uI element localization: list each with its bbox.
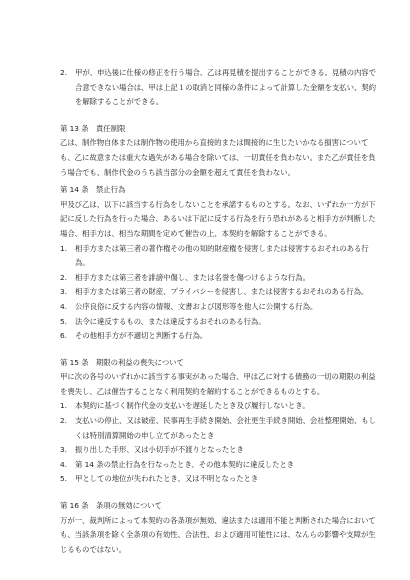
item-text: 相手方または第三者の著作権その他の知的財産権を侵害しまたは侵害するおそれのある行為。 xyxy=(75,243,369,268)
article-14 xyxy=(60,183,378,344)
list-item xyxy=(60,300,378,315)
document-body xyxy=(60,66,378,557)
list-item xyxy=(60,443,378,458)
item-number: 3. xyxy=(60,445,67,455)
item-text: 法令に違反するもの、または違反するおそれのある行為。 xyxy=(75,316,266,326)
clause-item xyxy=(60,66,378,110)
list-item xyxy=(60,399,378,414)
item-text: 本契約に基づく制作代金の支払いを遅延したとき及び履行しないとき。 xyxy=(75,401,310,411)
list-item xyxy=(60,315,378,330)
article-heading: 第 15 条 期限の利益の喪失について xyxy=(60,357,184,367)
list-item xyxy=(60,329,378,344)
article-16 xyxy=(60,499,378,557)
article-15 xyxy=(60,356,378,487)
item-number: 4. xyxy=(60,459,67,469)
item-number: 4. xyxy=(60,301,67,311)
item-number: 2. xyxy=(60,68,67,77)
article-heading: 第 13 条 責任制限 xyxy=(60,123,126,133)
list-item xyxy=(60,414,378,443)
item-number: 5. xyxy=(60,316,67,326)
list-item xyxy=(60,458,378,473)
item-text: 第 14 条の禁止行為を行なったとき、その他本契約に違反したとき xyxy=(75,459,295,469)
article-body: 万が一、裁判所によって本契約の各条項が無効、違法または適用不能と判断された場合においても、当該条項を除く全条項の有効性、合法性、および適用可能性には、なんらの影響や支障が生じるものではない。 xyxy=(60,515,376,554)
item-number: 3. xyxy=(60,287,67,297)
article-13 xyxy=(60,122,378,180)
item-number: 6. xyxy=(60,331,67,341)
item-number: 1. xyxy=(60,243,67,253)
item-number: 2. xyxy=(60,272,67,282)
article-heading: 第 14 条 禁止行為 xyxy=(60,185,126,195)
item-text: 公序良俗に反する内容の情報、文書および図形等を他人に公開する行為。 xyxy=(75,301,318,311)
item-number: 1. xyxy=(60,401,67,411)
item-number: 2. xyxy=(60,416,67,426)
article-intro: 甲及び乙は、以下に該当する行為をしないことを承諾するものとする。なお、いずれか一方が下記に反した行為を行った場合、あるいは下記に反する行為を行う恐れがあると相手方が判断した場合、相手方は、相当な期間を定めて催告の上、本契約を解除することができる。 xyxy=(60,199,376,238)
item-text: 相手方または第三者の財産、プライバシーを侵害し、または侵害するおそれのある行為。 xyxy=(75,287,369,297)
article-heading: 第 16 条 条項の無効について xyxy=(60,501,162,511)
list-item xyxy=(60,472,378,487)
item-text: 相手方または第三者を誹謗中傷し、または名誉を傷つけるような行為。 xyxy=(75,272,310,282)
item-number: 5. xyxy=(60,474,67,484)
item-text: その他相手方が不適切と判断する行為。 xyxy=(75,331,208,341)
item-text: 甲としての地位が失われたとき、又は不明となったとき xyxy=(75,474,259,484)
list-item xyxy=(60,242,378,271)
article-body: 乙は、制作物自体または制作物の使用から直接的または間接的に生じたいかなる損害についても、乙に故意または重大な過失がある場合を除いては、一切責任を負わない。また乙が責任を負う場合でも、制作代金のうち該当部分の金額を超えて責任を負わない。 xyxy=(60,138,376,177)
list-item xyxy=(60,271,378,286)
item-text: 支払いの停止、又は破産、民事再生手続き開始、会社更生手続き開始、会社整理開始、もしくは特別清算開始の申し立てがあったとき xyxy=(75,416,376,440)
item-text: 甲が、申込後に仕様の修正を行う場合、乙は再見積を提出することができる。見積の内容で合意できない場合は、甲は上記１の取消と同様の条件によって計算した金額を支払い、契約を解除することができる。 xyxy=(75,68,376,107)
item-text: 振り出した手形、又は小切手が不渡りとなったとき xyxy=(75,445,244,455)
list-item xyxy=(60,285,378,300)
article-intro: 甲に次の各号のいずれかに該当する事実があった場合、甲は乙に対する債務の一切の期限の利益を喪失し、乙は催告することなく利用契約を解約することができるものとする。 xyxy=(60,372,376,396)
